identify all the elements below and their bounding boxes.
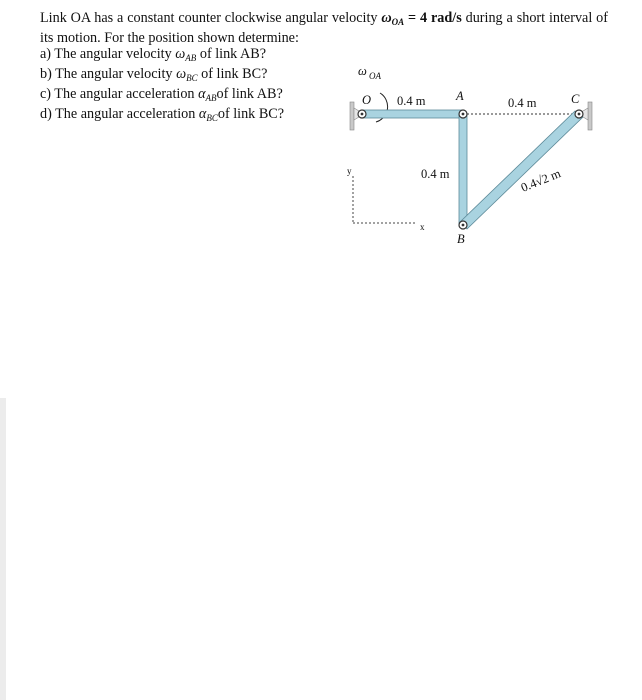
left-wall — [350, 102, 354, 130]
question-c-symbol: α — [198, 86, 206, 102]
question-b-prefix: b) The angular velocity — [40, 66, 177, 82]
label-o: O — [362, 93, 372, 107]
question-c-prefix: c) The angular acceleration — [40, 86, 199, 102]
dim-ac-label: 0.4 m — [508, 96, 537, 110]
omega-label: ω — [358, 64, 367, 78]
right-wall — [588, 102, 592, 130]
omega-label-sub: OA — [369, 71, 381, 81]
problem-statement — [40, 10, 608, 46]
axis-x-label: x — [420, 222, 425, 232]
question-a-symbol: ω — [175, 46, 186, 62]
question-d-suffix: of link BC? — [217, 106, 285, 122]
link-bc — [459, 111, 583, 229]
pin-c-center — [578, 113, 581, 116]
question-a-prefix: a) The angular velocity — [40, 46, 176, 62]
question-d-sub: BC — [206, 113, 218, 123]
label-a: A — [456, 89, 464, 103]
left-edge-bar — [0, 398, 6, 700]
intro-text-1: Link OA has a constant counter clockwise angular velocity — [40, 10, 382, 26]
dim-oa-label: 0.4 m — [397, 94, 426, 108]
question-b-suffix: of link BC? — [197, 66, 268, 82]
pin-a-center — [462, 113, 465, 116]
question-c-sub: AB — [205, 93, 217, 103]
question-c-suffix: of link AB? — [216, 86, 283, 102]
omega-oa-subscript: OA — [391, 17, 405, 27]
link-oa — [362, 110, 464, 118]
mechanism-figure — [338, 60, 608, 260]
label-b: B — [457, 232, 465, 246]
link-ab — [459, 114, 467, 226]
pin-b-center — [462, 224, 465, 227]
question-d-symbol: α — [198, 106, 207, 122]
axis-y-label: y — [347, 166, 352, 176]
dim-ab-label: 0.4 m — [421, 167, 450, 181]
omega-oa-value: = 4 rad/s — [404, 10, 462, 26]
intro-text-2: during a short interval of its motion. For the position shown determine: — [40, 10, 608, 46]
question-b-symbol: ω — [176, 66, 187, 82]
dim-bc-label: 0.4√2 m — [518, 166, 563, 195]
mechanism-svg — [338, 60, 608, 260]
label-c: C — [571, 92, 580, 106]
question-a-sub: AB — [185, 53, 197, 63]
omega-oa-symbol: ω — [381, 10, 392, 26]
question-a-suffix: of link AB? — [196, 46, 267, 62]
question-d-prefix: d) The angular acceleration — [40, 106, 199, 122]
pin-o-center — [361, 113, 364, 116]
question-b-sub: BC — [186, 73, 198, 83]
